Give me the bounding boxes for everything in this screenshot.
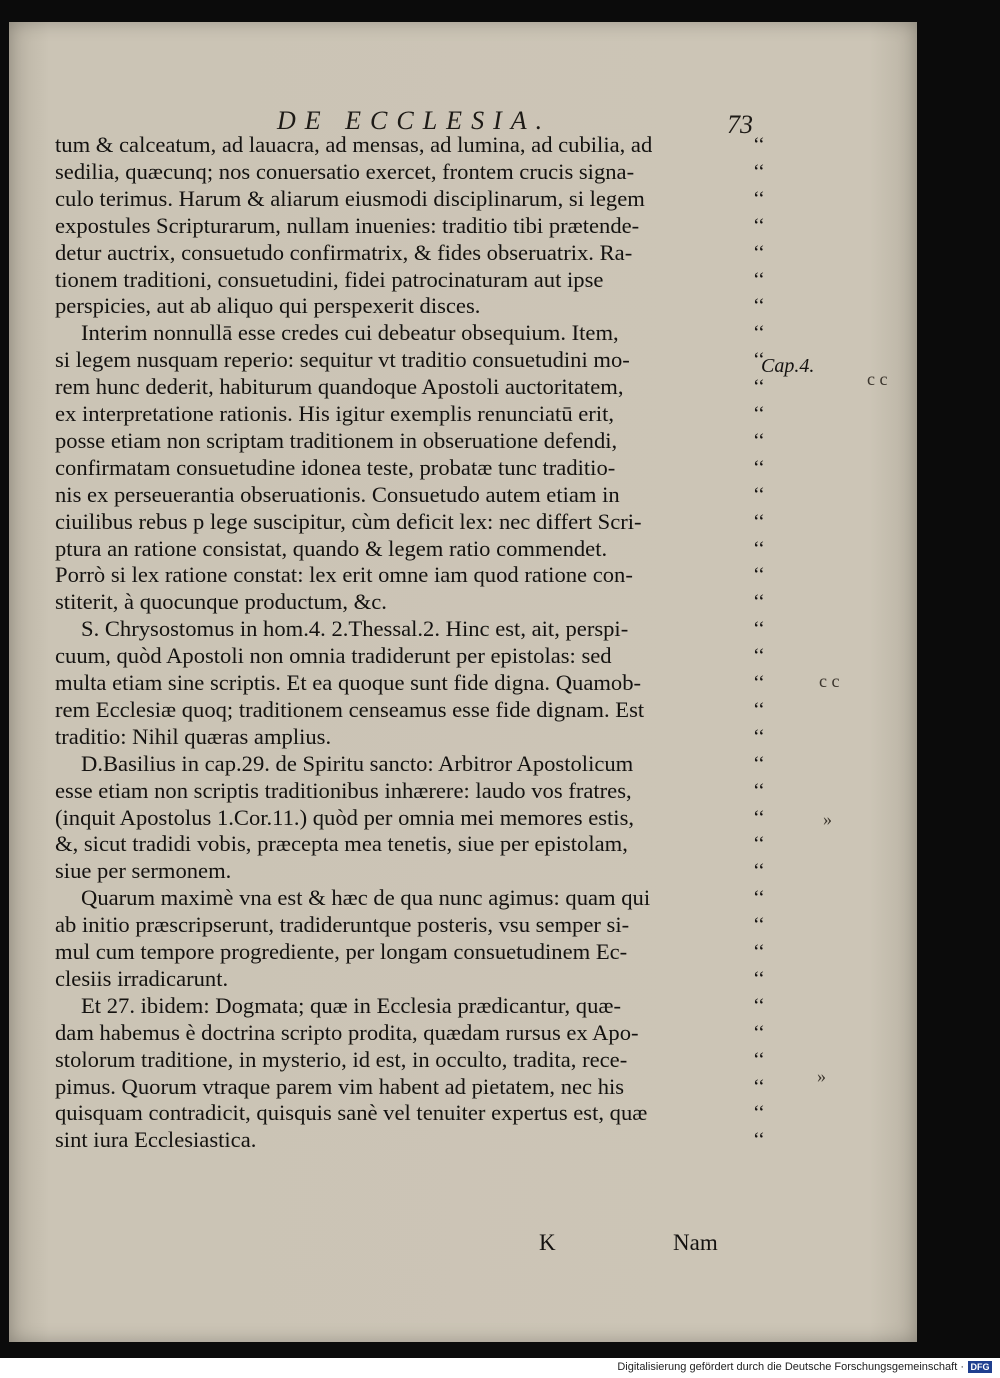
quote-mark: ‘‘ <box>753 349 765 372</box>
quote-mark: ‘‘ <box>753 510 765 533</box>
quote-mark: ‘‘ <box>753 672 765 694</box>
quote-mark: ‘‘ <box>753 752 765 775</box>
text-line: Et 27. ibidem: Dogmata; quæ in Ecclesia prædicantur, quæ- <box>81 992 621 1018</box>
footer-text: Digitalisierung gefördert durch die Deutsche Forschungsgemeinschaft · <box>617 1361 964 1373</box>
quote-mark: ‘‘ <box>753 214 765 237</box>
quote-mark: ‘‘ <box>753 645 765 668</box>
text-line: nis ex perseuerantia obseruationis. Consuetudo autem etiam in <box>55 481 620 507</box>
text-line: ab initio præscripserunt, tradideruntque posteris, vsu semper si- <box>55 912 630 938</box>
text-line: tum & calceatum, ad lauacra, ad mensas, ad lumina, ad cubilia, ad <box>55 132 653 157</box>
text-line: pimus. Quorum vtraque parem vim habent ad pietatem, nec his <box>55 1073 625 1099</box>
quote-mark: ‘‘ <box>753 241 765 264</box>
text-line: Interim nonnullā esse credes cui debeatur obsequium. Item, <box>81 320 619 346</box>
quote-mark: ‘‘ <box>753 806 765 829</box>
text-line: ciuilibus rebus p lege suscipitur, cùm deficit lex: nec differt Scri- <box>55 508 642 534</box>
quote-mark: ‘‘ <box>753 564 765 587</box>
quote-mark: ‘‘ <box>753 322 765 345</box>
text-line: sint iura Ecclesiastica. <box>55 1127 257 1153</box>
text-line: ptura an ratione consistat, quando & legem ratio commendet. <box>55 535 608 561</box>
text-line: S. Chrysostomus in hom.4. 2.Thessal.2. Hinc est, ait, perspi- <box>81 616 629 642</box>
text-line: clesiis irradicarunt. <box>55 965 229 991</box>
book-page <box>9 22 917 1342</box>
quote-mark: ‘‘ <box>753 914 765 937</box>
quote-mark: ‘‘ <box>753 887 765 910</box>
quote-mark: ‘‘ <box>753 941 765 963</box>
text-line: culo terimus. Harum & aliarum eiusmodi disciplinarum, si legem <box>55 185 645 211</box>
stray-mark: c c <box>867 369 888 389</box>
text-line: D.Basilius in cap.29. de Spiritu sancto: Arbitror Apostolicum <box>81 750 634 776</box>
quote-mark: ‘‘ <box>753 537 765 560</box>
quote-mark: ‘‘ <box>753 160 765 183</box>
text-line: dam habemus è doctrina scripto prodita, quædam rursus ex Apo- <box>55 1019 639 1045</box>
quote-mark: ‘‘ <box>753 1021 765 1044</box>
quote-mark: ‘‘ <box>753 591 765 614</box>
dfg-logo-icon: DFG <box>968 1361 992 1373</box>
quote-mark: ‘‘ <box>753 1075 765 1098</box>
signature-mark: K <box>539 1230 556 1255</box>
text-line: &, sicut tradidi vobis, præcepta mea tenetis, siue per epistolam, <box>55 831 628 857</box>
text-line: stolorum traditione, in mysterio, id est, in occulto, tradita, rece- <box>55 1046 628 1072</box>
quote-mark: ‘‘ <box>753 134 765 156</box>
stray-mark: c c <box>819 671 840 691</box>
text-line: Quarum maximè vna est & hæc de qua nunc agimus: quam qui <box>81 885 651 911</box>
catchword: Nam <box>673 1230 718 1255</box>
text-line: traditio: Nihil quæras amplius. <box>55 723 332 749</box>
digitization-footer <box>617 1358 992 1376</box>
text-line: (inquit Apostolus 1.Cor.11.) quòd per omnia mei memores estis, <box>55 804 635 830</box>
text-line: confirmatam consuetudine idonea teste, probatæ tunc traditio- <box>55 454 616 480</box>
text-line: cuum, quòd Apostoli non omnia tradiderunt per epistolas: sed <box>55 643 612 669</box>
text-line: mul cum tempore progrediente, per longam consuetudinem Ec- <box>55 939 628 964</box>
text-line: rem Ecclesiæ quoq; traditionem censeamus esse fide dignam. Est <box>55 696 645 722</box>
margin-note: Cap.4. <box>761 355 815 377</box>
quote-mark: ‘‘ <box>753 1102 765 1125</box>
quote-mark: ‘‘ <box>753 698 765 721</box>
text-line: stiterit, à quocunque productum, &c. <box>55 589 387 615</box>
text-line: sedilia, quæcunq; nos conuersatio exercet, frontem crucis signa- <box>55 158 635 184</box>
text-line: rem hunc dederit, habiturum quandoque Apostoli auctoritatem, <box>55 374 624 400</box>
text-line: expostules Scripturarum, nullam inuenies: traditio tibi prætende- <box>55 212 640 238</box>
page-number: 73 <box>727 110 753 139</box>
text-line: detur auctrix, consuetudo confirmatrix, & fides obseruatrix. Ra- <box>55 239 633 265</box>
quote-mark: ‘‘ <box>753 860 765 883</box>
quote-mark: ‘‘ <box>753 187 765 210</box>
quote-mark: ‘‘ <box>753 403 765 425</box>
quote-mark: ‘‘ <box>753 376 765 399</box>
quote-mark: ‘‘ <box>753 725 765 748</box>
text-line: perspicies, aut ab aliquo qui perspexerit disces. <box>55 293 481 319</box>
text-line: siue per sermonem. <box>55 858 232 884</box>
running-head: DE ECCLESIA. <box>277 106 552 135</box>
text-line: Porrò si lex ratione constat: lex erit omne iam quod ratione con- <box>55 562 633 588</box>
stray-mark: » <box>817 1066 826 1086</box>
text-line: esse etiam non scriptis traditionibus inhærere: laudo vos fratres, <box>55 777 632 803</box>
quote-mark: ‘‘ <box>753 295 765 318</box>
text-line: ex interpretatione rationis. His igitur exemplis renunciatū erit, <box>55 401 615 426</box>
quote-mark: ‘‘ <box>753 833 765 856</box>
text-line: tionem traditioni, consuetudini, fidei patrocinaturam aut ipse <box>55 266 604 292</box>
quote-mark: ‘‘ <box>753 779 765 802</box>
text-line: quisquam contradicit, quisquis sanè vel tenuiter expertus est, quæ <box>55 1100 648 1126</box>
quote-mark: ‘‘ <box>753 268 765 291</box>
quote-mark: ‘‘ <box>753 967 765 990</box>
text-line: posse etiam non scriptam traditionem in obseruatione defendi, <box>55 427 618 453</box>
text-line: multa etiam sine scriptis. Et ea quoque sunt fide digna. Quamob- <box>55 670 642 695</box>
quote-mark: ‘‘ <box>753 456 765 479</box>
quote-mark: ‘‘ <box>753 1129 765 1152</box>
stray-mark: » <box>823 809 832 829</box>
quote-mark: ‘‘ <box>753 994 765 1017</box>
quote-mark: ‘‘ <box>753 483 765 506</box>
quote-mark: ‘‘ <box>753 429 765 452</box>
text-line: si legem nusquam reperio: sequitur vt traditio consuetudini mo- <box>55 347 630 373</box>
quote-mark: ‘‘ <box>753 1048 765 1071</box>
quote-mark: ‘‘ <box>753 618 765 641</box>
